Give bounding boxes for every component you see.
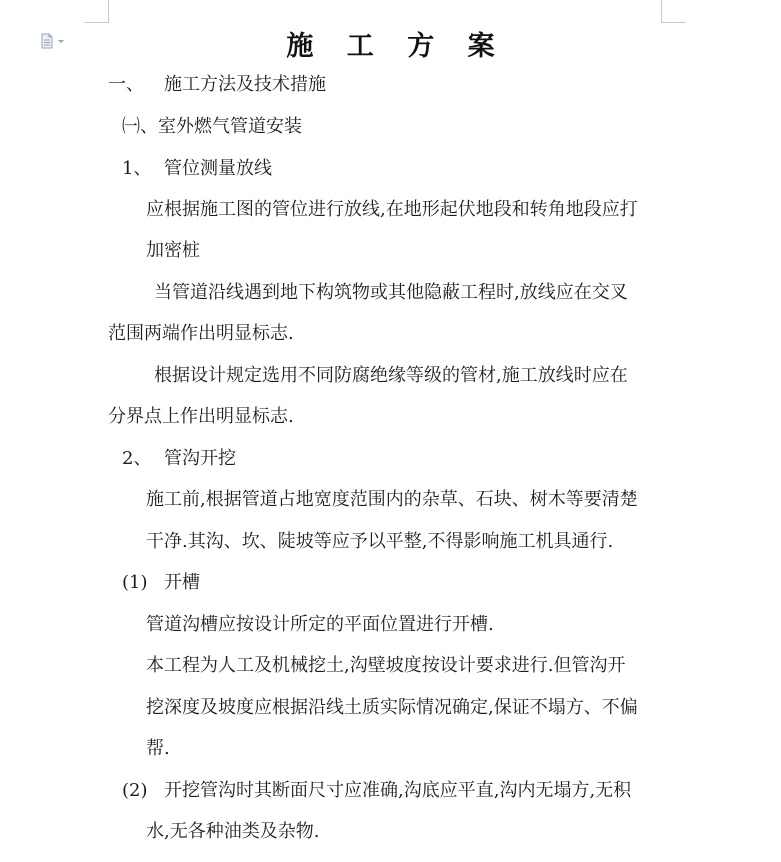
paragraph-line: 分界点上作出明显标志.	[108, 406, 294, 427]
section-heading	[108, 73, 326, 97]
sub-item-heading-2-text: 开挖管沟时其断面尺寸应准确,沟底应平直,沟内无塌方,无积	[164, 780, 632, 801]
section-heading-text: 施工方法及技术措施	[164, 74, 326, 95]
sub-item-heading-2	[122, 779, 631, 803]
page-title: 施 工 方 案	[286, 31, 507, 62]
paragraph-line: 干净.其沟、坎、陡坡等应予以平整,不得影响施工机具通行.	[146, 531, 614, 552]
sub-item-number-2: (2)	[122, 780, 148, 801]
item-heading-1-text: 管位测量放线	[164, 158, 272, 179]
paragraph-line: 本工程为人工及机械挖土,沟壁坡度按设计要求进行.但管沟开	[146, 655, 626, 676]
item-heading-2	[122, 447, 236, 471]
page-corner-mark-top-left	[84, 0, 109, 23]
paragraph-line: 范围两端作出明显标志.	[108, 323, 294, 344]
paragraph-line: 挖深度及坡度应根据沿线土质实际情况确定,保证不塌方、不偏	[146, 697, 638, 718]
sub-item-heading-1-text: 开槽	[164, 572, 200, 593]
paragraph-line: 管道沟槽应按设计所定的平面位置进行开槽.	[146, 614, 494, 635]
item-number-2: 2、	[122, 448, 152, 469]
section-number: 一、	[108, 74, 144, 95]
subsection-heading: ㈠、室外燃气管道安装	[122, 116, 302, 137]
item-heading-1	[122, 157, 272, 181]
paragraph-line: 应根据施工图的管位进行放线,在地形起伏地段和转角地段应打	[146, 199, 638, 220]
paragraph-line: 施工前,根据管道占地宽度范围内的杂草、石块、树木等要清楚	[146, 489, 638, 510]
item-heading-2-text: 管沟开挖	[164, 448, 236, 469]
page-corner-mark-top-right	[661, 0, 686, 23]
paragraph-line: 根据设计规定选用不同防腐绝缘等级的管材,施工放线时应在	[154, 365, 628, 386]
paragraph-line: 加密桩	[146, 240, 200, 261]
paragraph-line: 当管道沿线遇到地下构筑物或其他隐蔽工程时,放线应在交叉	[154, 282, 628, 303]
paragraph-line: 水,无各种油类及杂物.	[146, 821, 320, 842]
paragraph-line: 帮.	[146, 738, 170, 759]
sub-item-heading-1	[122, 571, 200, 595]
sub-item-number-1: (1)	[122, 572, 148, 593]
item-number-1: 1、	[122, 158, 152, 179]
